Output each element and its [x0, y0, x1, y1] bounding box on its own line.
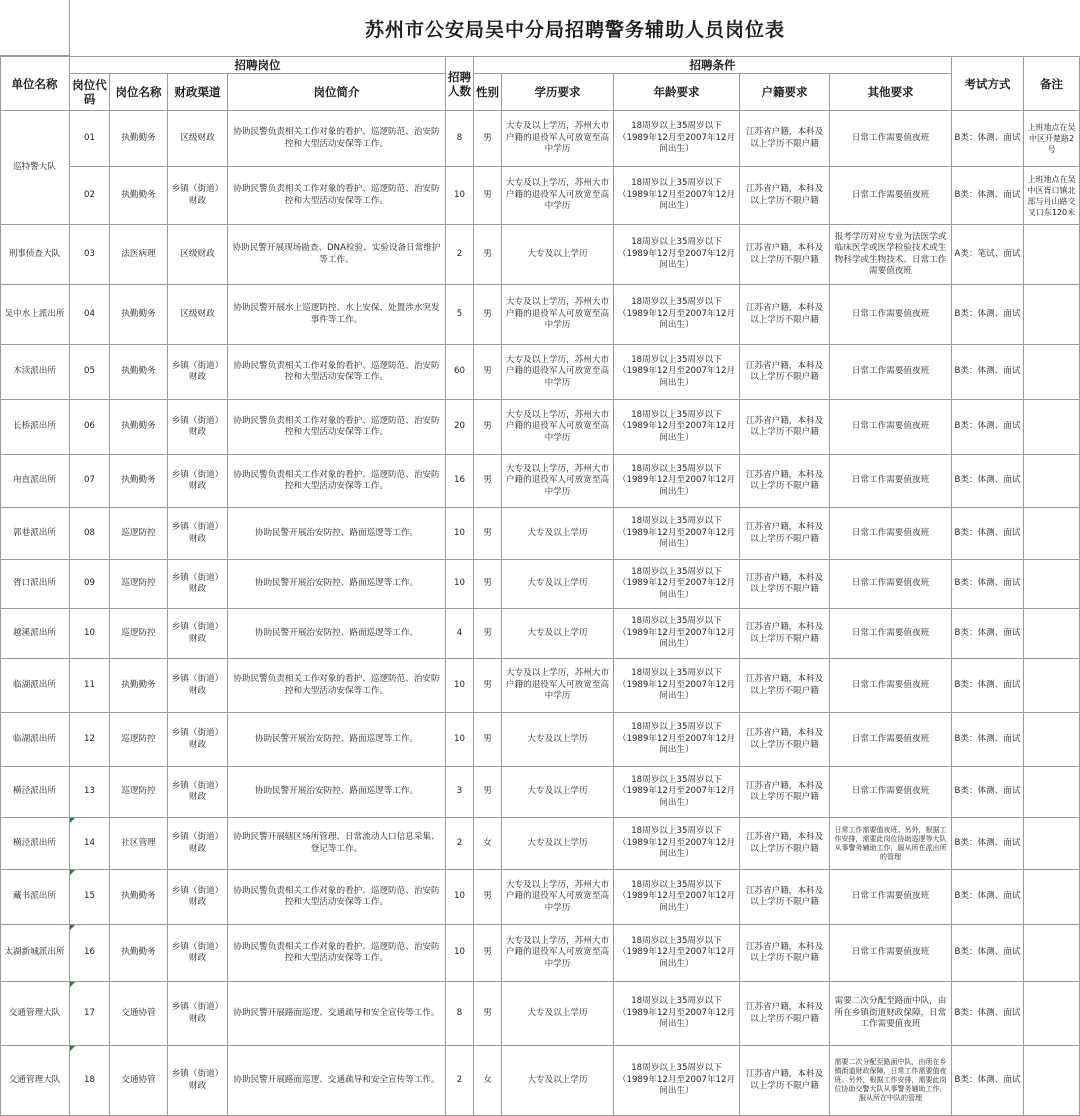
- recruit-count: 16: [446, 455, 474, 508]
- unit-name: 胥口派出所: [0, 560, 70, 609]
- education-req: 大专及以上学历，苏州大市户籍的退役军人可放宽至高中学历: [502, 659, 614, 713]
- unit-name: 临湖派出所: [0, 713, 70, 767]
- position-name: 执勤勤务: [110, 111, 168, 167]
- remark: [1024, 455, 1080, 508]
- hukou-req: 江苏省户籍，本科及以上学历不限户籍: [740, 400, 830, 455]
- hukou-req: 江苏省户籍，本科及以上学历不限户籍: [740, 345, 830, 400]
- hukou-req: 江苏省户籍，本科及以上学历不限户籍: [740, 225, 830, 285]
- position-code: 17: [70, 982, 110, 1046]
- header-intro: 岗位简介: [228, 74, 446, 111]
- finance-channel: 乡镇（街道）财政: [168, 925, 228, 982]
- hukou-req: 江苏省户籍，本科及以上学历不限户籍: [740, 455, 830, 508]
- gender: 男: [474, 345, 502, 400]
- age-req: 18周岁以上35周岁以下（1989年12月至2007年12月间出生）: [614, 925, 740, 982]
- hukou-req: 江苏省户籍，本科及以上学历不限户籍: [740, 285, 830, 345]
- finance-channel: 乡镇（街道）财政: [168, 400, 228, 455]
- age-req: 18周岁以上35周岁以下（1989年12月至2007年12月间出生）: [614, 345, 740, 400]
- comment-indicator-icon: [70, 870, 75, 875]
- position-intro: 协助民警开展水上巡逻防控、水上安保、处置涉水突发事件等工作。: [228, 285, 446, 345]
- recruit-count: 20: [446, 400, 474, 455]
- position-intro: 协助民警开展治安防控、路面巡逻等工作。: [228, 508, 446, 560]
- position-code: 09: [70, 560, 110, 609]
- gender: 男: [474, 982, 502, 1046]
- recruit-count: 5: [446, 285, 474, 345]
- other-req: 日常工作需要值夜班: [830, 508, 952, 560]
- position-code: 04: [70, 285, 110, 345]
- education-req: 大专及以上学历，苏州大市户籍的退役军人可放宽至高中学历: [502, 455, 614, 508]
- other-req: 日常工作需要值夜班: [830, 455, 952, 508]
- comment-indicator-icon: [70, 1046, 75, 1051]
- education-req: 大专及以上学历，苏州大市户籍的退役军人可放宽至高中学历: [502, 345, 614, 400]
- recruit-count: 10: [446, 508, 474, 560]
- position-intro: 协助民警负责相关工作对象的看护、巡逻防范、治安防控和大型活动安保等工作。: [228, 925, 446, 982]
- gender: 男: [474, 508, 502, 560]
- other-req: 日常工作需要值夜班: [830, 767, 952, 818]
- other-req: 日常工作需要值夜班: [830, 609, 952, 659]
- position-intro: 协助民警负责相关工作对象的看护、巡逻防范、治安防控和大型活动安保等工作。: [228, 870, 446, 925]
- other-req: 需要二次分配至路面中队，由所在乡镇街道财政保障，日常工作需要值夜班。另外，根据工作安排，需要此岗位协助交警大队从事警务辅助工作，服从所在中队的管理: [830, 1046, 952, 1116]
- gender: 男: [474, 767, 502, 818]
- exam-method: B类：体测、面试: [952, 713, 1024, 767]
- exam-method: B类：体测、面试: [952, 508, 1024, 560]
- finance-channel: 乡镇（街道）财政: [168, 167, 228, 225]
- recruit-count: 10: [446, 167, 474, 225]
- unit-name: 太湖新城派出所: [0, 925, 70, 982]
- header-unit: 单位名称: [0, 57, 70, 111]
- other-req: 日常工作需要值夜班: [830, 925, 952, 982]
- other-req: 日常工作需要值夜班: [830, 345, 952, 400]
- finance-channel: 乡镇（街道）财政: [168, 767, 228, 818]
- position-code: 11: [70, 659, 110, 713]
- age-req: 18周岁以上35周岁以下（1989年12月至2007年12月间出生）: [614, 982, 740, 1046]
- other-req: 报考学历对应专业为法医学或临床医学或医学检验技术或生物科学或生物技术。日常工作需要值夜班: [830, 225, 952, 285]
- position-name: 执勤勤务: [110, 400, 168, 455]
- gender: 男: [474, 285, 502, 345]
- exam-method: A类：笔试、面试: [952, 225, 1024, 285]
- hukou-req: 江苏省户籍，本科及以上学历不限户籍: [740, 609, 830, 659]
- position-name: 巡逻防控: [110, 713, 168, 767]
- age-req: 18周岁以上35周岁以下（1989年12月至2007年12月间出生）: [614, 818, 740, 870]
- age-req: 18周岁以上35周岁以下（1989年12月至2007年12月间出生）: [614, 713, 740, 767]
- other-req: 日常工作需要值夜班: [830, 560, 952, 609]
- gender: 男: [474, 713, 502, 767]
- education-req: 大专及以上学历: [502, 560, 614, 609]
- header-position-code: 岗位代码: [70, 74, 110, 111]
- position-intro: 协助民警开展治安防控、路面巡逻等工作。: [228, 560, 446, 609]
- other-req: 需要二次分配至路面中队，由所在乡镇街道财政保障，日常工作需要值夜班: [830, 982, 952, 1046]
- hukou-req: 江苏省户籍，本科及以上学历不限户籍: [740, 560, 830, 609]
- header-conditions: 招聘条件: [474, 57, 952, 74]
- gender: 男: [474, 659, 502, 713]
- position-intro: 协助民警开展治安防控、路面巡逻等工作。: [228, 713, 446, 767]
- position-name: 执勤勤务: [110, 455, 168, 508]
- position-name: 执勤勤务: [110, 870, 168, 925]
- hukou-req: 江苏省户籍，本科及以上学历不限户籍: [740, 925, 830, 982]
- exam-method: B类：体测、面试: [952, 455, 1024, 508]
- remark: [1024, 1046, 1080, 1116]
- exam-method: B类：体测、面试: [952, 285, 1024, 345]
- exam-method: B类：体测、面试: [952, 609, 1024, 659]
- finance-channel: 乡镇（街道）财政: [168, 345, 228, 400]
- position-code: 18: [70, 1046, 110, 1116]
- position-code: 14: [70, 818, 110, 870]
- exam-method: B类：体测、面试: [952, 925, 1024, 982]
- recruit-count: 10: [446, 560, 474, 609]
- position-name: 巡逻防控: [110, 609, 168, 659]
- hukou-req: 江苏省户籍，本科及以上学历不限户籍: [740, 111, 830, 167]
- gender: 男: [474, 455, 502, 508]
- position-name: 执勤勤务: [110, 345, 168, 400]
- age-req: 18周岁以上35周岁以下（1989年12月至2007年12月间出生）: [614, 767, 740, 818]
- remark: [1024, 560, 1080, 609]
- position-code: 15: [70, 870, 110, 925]
- gender: 男: [474, 870, 502, 925]
- remark: [1024, 285, 1080, 345]
- remark: 上班地点在吴中区胥口镇北部与丹山路交叉口东120米: [1024, 167, 1080, 225]
- unit-name: 吴中水上派出所: [0, 285, 70, 345]
- age-req: 18周岁以上35周岁以下（1989年12月至2007年12月间出生）: [614, 455, 740, 508]
- page-title: 苏州市公安局吴中分局招聘警务辅助人员岗位表: [364, 18, 785, 41]
- header-position-name: 岗位名称: [110, 74, 168, 111]
- position-name: 执勤勤务: [110, 167, 168, 225]
- header-remark: 备注: [1024, 57, 1080, 111]
- finance-channel: 乡镇（街道）财政: [168, 982, 228, 1046]
- header-recruit-position: 招聘岗位: [70, 57, 446, 74]
- age-req: 18周岁以上35周岁以下（1989年12月至2007年12月间出生）: [614, 400, 740, 455]
- position-intro: 协助民警负责相关工作对象的看护、巡逻防范、治安防控和大型活动安保等工作。: [228, 455, 446, 508]
- position-code: 16: [70, 925, 110, 982]
- gender: 女: [474, 1046, 502, 1116]
- position-name: 交通协管: [110, 1046, 168, 1116]
- remark: [1024, 659, 1080, 713]
- finance-channel: 乡镇（街道）财政: [168, 818, 228, 870]
- hukou-req: 江苏省户籍，本科及以上学历不限户籍: [740, 1046, 830, 1116]
- education-req: 大专及以上学历，苏州大市户籍的退役军人可放宽至高中学历: [502, 167, 614, 225]
- exam-method: B类：体测、面试: [952, 659, 1024, 713]
- header-hukou: 户籍要求: [740, 74, 830, 111]
- exam-method: B类：体测、面试: [952, 400, 1024, 455]
- age-req: 18周岁以上35周岁以下（1989年12月至2007年12月间出生）: [614, 225, 740, 285]
- unit-name: 交通管理大队: [0, 1046, 70, 1116]
- age-req: 18周岁以上35周岁以下（1989年12月至2007年12月间出生）: [614, 870, 740, 925]
- header-finance: 财政渠道: [168, 74, 228, 111]
- education-req: 大专及以上学历: [502, 767, 614, 818]
- hukou-req: 江苏省户籍，本科及以上学历不限户籍: [740, 818, 830, 870]
- remark: [1024, 508, 1080, 560]
- header-gender: 性别: [474, 74, 502, 111]
- other-req: 日常工作需要值夜班: [830, 400, 952, 455]
- remark: [1024, 982, 1080, 1046]
- finance-channel: 乡镇（街道）财政: [168, 713, 228, 767]
- position-intro: 协助民警开展治安防控、路面巡逻等工作。: [228, 609, 446, 659]
- age-req: 18周岁以上35周岁以下（1989年12月至2007年12月间出生）: [614, 111, 740, 167]
- finance-channel: 区级财政: [168, 225, 228, 285]
- unit-name: 巡特警大队: [0, 111, 70, 225]
- recruit-count: 8: [446, 111, 474, 167]
- other-req: 日常工作需要值夜班: [830, 111, 952, 167]
- header-exam: 考试方式: [952, 57, 1024, 111]
- position-code: 03: [70, 225, 110, 285]
- position-intro: 协助民警负责相关工作对象的看护、巡逻防范、治安防控和大型活动安保等工作。: [228, 400, 446, 455]
- gender: 男: [474, 167, 502, 225]
- title-left-blank: [0, 0, 70, 56]
- position-code: 10: [70, 609, 110, 659]
- position-intro: 协助民警开展路面巡逻、交通疏导和安全宣传等工作。: [228, 1046, 446, 1116]
- remark: 上班地点在吴中区开楚路2号: [1024, 111, 1080, 167]
- age-req: 18周岁以上35周岁以下（1989年12月至2007年12月间出生）: [614, 285, 740, 345]
- header-count: 招聘人数: [446, 57, 474, 111]
- other-req: 日常工作需要值夜班: [830, 659, 952, 713]
- remark: [1024, 818, 1080, 870]
- position-code: 01: [70, 111, 110, 167]
- comment-indicator-icon: [70, 982, 75, 987]
- exam-method: B类：体测、面试: [952, 870, 1024, 925]
- position-name: 执勤勤务: [110, 925, 168, 982]
- finance-channel: 乡镇（街道）财政: [168, 1046, 228, 1116]
- finance-channel: 区级财政: [168, 285, 228, 345]
- remark: [1024, 400, 1080, 455]
- comment-indicator-icon: [70, 925, 75, 930]
- age-req: 18周岁以上35周岁以下（1989年12月至2007年12月间出生）: [614, 167, 740, 225]
- finance-channel: 区级财政: [168, 111, 228, 167]
- unit-name: 长桥派出所: [0, 400, 70, 455]
- position-intro: 协助民警开展治安防控、路面巡逻等工作。: [228, 767, 446, 818]
- header-education: 学历要求: [502, 74, 614, 111]
- recruit-count: 2: [446, 1046, 474, 1116]
- recruit-count: 2: [446, 225, 474, 285]
- position-code: 13: [70, 767, 110, 818]
- exam-method: B类：体测、面试: [952, 982, 1024, 1046]
- age-req: 18周岁以上35周岁以下（1989年12月至2007年12月间出生）: [614, 1046, 740, 1116]
- education-req: 大专及以上学历，苏州大市户籍的退役军人可放宽至高中学历: [502, 285, 614, 345]
- education-req: 大专及以上学历，苏州大市户籍的退役军人可放宽至高中学历: [502, 111, 614, 167]
- unit-name: 临湖派出所: [0, 659, 70, 713]
- gender: 男: [474, 560, 502, 609]
- education-req: 大专及以上学历: [502, 508, 614, 560]
- recruit-count: 3: [446, 767, 474, 818]
- recruit-count: 60: [446, 345, 474, 400]
- other-req: 日常工作需要值夜班: [830, 713, 952, 767]
- education-req: 大专及以上学历: [502, 982, 614, 1046]
- education-req: 大专及以上学历: [502, 818, 614, 870]
- remark: [1024, 925, 1080, 982]
- education-req: 大专及以上学历: [502, 609, 614, 659]
- position-name: 社区管理: [110, 818, 168, 870]
- exam-method: B类：体测、面试: [952, 345, 1024, 400]
- hukou-req: 江苏省户籍，本科及以上学历不限户籍: [740, 713, 830, 767]
- age-req: 18周岁以上35周岁以下（1989年12月至2007年12月间出生）: [614, 508, 740, 560]
- education-req: 大专及以上学历，苏州大市户籍的退役军人可放宽至高中学历: [502, 400, 614, 455]
- position-name: 执勤勤务: [110, 285, 168, 345]
- education-req: 大专及以上学历，苏州大市户籍的退役军人可放宽至高中学历: [502, 870, 614, 925]
- recruit-count: 10: [446, 713, 474, 767]
- finance-channel: 乡镇（街道）财政: [168, 609, 228, 659]
- other-req: 日常工作需要值夜班: [830, 870, 952, 925]
- position-intro: 协助民警开展路面巡逻、交通疏导和安全宣传等工作。: [228, 982, 446, 1046]
- unit-name: 交通管理大队: [0, 982, 70, 1046]
- age-req: 18周岁以上35周岁以下（1989年12月至2007年12月间出生）: [614, 560, 740, 609]
- unit-name: 藏书派出所: [0, 870, 70, 925]
- unit-name: 横泾派出所: [0, 767, 70, 818]
- position-intro: 协助民警负责相关工作对象的看护、巡逻防范、治安防控和大型活动安保等工作。: [228, 345, 446, 400]
- exam-method: B类：体测、面试: [952, 767, 1024, 818]
- exam-method: B类：体测、面试: [952, 167, 1024, 225]
- exam-method: B类：体测、面试: [952, 560, 1024, 609]
- unit-name: 越溪派出所: [0, 609, 70, 659]
- header-age: 年龄要求: [614, 74, 740, 111]
- gender: 男: [474, 111, 502, 167]
- position-intro: 协助民警负责相关工作对象的看护、巡逻防范、治安防控和大型活动安保等工作。: [228, 167, 446, 225]
- hukou-req: 江苏省户籍，本科及以上学历不限户籍: [740, 870, 830, 925]
- position-intro: 协助民警负责相关工作对象的看护、巡逻防范、治安防控和大型活动安保等工作。: [228, 659, 446, 713]
- position-name: 交通协管: [110, 982, 168, 1046]
- position-name: 执勤勤务: [110, 659, 168, 713]
- exam-method: B类：体测、面试: [952, 1046, 1024, 1116]
- gender: 女: [474, 818, 502, 870]
- position-code: 12: [70, 713, 110, 767]
- header-other: 其他要求: [830, 74, 952, 111]
- recruit-count: 2: [446, 818, 474, 870]
- age-req: 18周岁以上35周岁以下（1989年12月至2007年12月间出生）: [614, 609, 740, 659]
- position-code: 06: [70, 400, 110, 455]
- education-req: 大专及以上学历: [502, 225, 614, 285]
- position-name: 法医病理: [110, 225, 168, 285]
- education-req: 大专及以上学历，苏州大市户籍的退役军人可放宽至高中学历: [502, 925, 614, 982]
- position-code: 05: [70, 345, 110, 400]
- other-req: 日常工作需要值夜班。另外，根据工作安排，需要此岗位协助巡逻等大队从事警务辅助工作，服从所在派出所的管理: [830, 818, 952, 870]
- gender: 男: [474, 225, 502, 285]
- position-code: 07: [70, 455, 110, 508]
- hukou-req: 江苏省户籍，本科及以上学历不限户籍: [740, 167, 830, 225]
- remark: [1024, 767, 1080, 818]
- recruit-count: 10: [446, 925, 474, 982]
- position-name: 巡逻防控: [110, 560, 168, 609]
- unit-name: 郭巷派出所: [0, 508, 70, 560]
- position-code: 08: [70, 508, 110, 560]
- recruit-count: 8: [446, 982, 474, 1046]
- comment-indicator-icon: [70, 818, 75, 823]
- position-name: 巡逻防控: [110, 508, 168, 560]
- remark: [1024, 713, 1080, 767]
- hukou-req: 江苏省户籍，本科及以上学历不限户籍: [740, 982, 830, 1046]
- other-req: 日常工作需要值夜班: [830, 167, 952, 225]
- exam-method: B类：体测、面试: [952, 111, 1024, 167]
- finance-channel: 乡镇（街道）财政: [168, 455, 228, 508]
- position-intro: 协助民警开展辖区场所管理、日常流动人口信息采集、登记等工作。: [228, 818, 446, 870]
- unit-name: 甪直派出所: [0, 455, 70, 508]
- gender: 男: [474, 609, 502, 659]
- education-req: 大专及以上学历: [502, 713, 614, 767]
- position-name: 巡逻防控: [110, 767, 168, 818]
- position-intro: 协助民警负责相关工作对象的看护、巡逻防范、治安防控和大型活动安保等工作。: [228, 111, 446, 167]
- age-req: 18周岁以上35周岁以下（1989年12月至2007年12月间出生）: [614, 659, 740, 713]
- gender: 男: [474, 400, 502, 455]
- hukou-req: 江苏省户籍，本科及以上学历不限户籍: [740, 767, 830, 818]
- remark: [1024, 870, 1080, 925]
- remark: [1024, 225, 1080, 285]
- position-code: 02: [70, 167, 110, 225]
- remark: [1024, 345, 1080, 400]
- hukou-req: 江苏省户籍，本科及以上学历不限户籍: [740, 508, 830, 560]
- recruit-count: 10: [446, 659, 474, 713]
- education-req: 大专及以上学历: [502, 1046, 614, 1116]
- remark: [1024, 609, 1080, 659]
- recruit-count: 4: [446, 609, 474, 659]
- gender: 男: [474, 925, 502, 982]
- unit-name: 刑事侦查大队: [0, 225, 70, 285]
- finance-channel: 乡镇（街道）财政: [168, 508, 228, 560]
- recruit-count: 10: [446, 870, 474, 925]
- finance-channel: 乡镇（街道）财政: [168, 659, 228, 713]
- finance-channel: 乡镇（街道）财政: [168, 870, 228, 925]
- exam-method: B类：体测、面试: [952, 818, 1024, 870]
- unit-name: 木渎派出所: [0, 345, 70, 400]
- unit-name: 横泾派出所: [0, 818, 70, 870]
- hukou-req: 江苏省户籍，本科及以上学历不限户籍: [740, 659, 830, 713]
- position-intro: 协助民警开展现场勘查、DNA检验、实验设备日常维护等工作。: [228, 225, 446, 285]
- finance-channel: 乡镇（街道）财政: [168, 560, 228, 609]
- other-req: 日常工作需要值夜班: [830, 285, 952, 345]
